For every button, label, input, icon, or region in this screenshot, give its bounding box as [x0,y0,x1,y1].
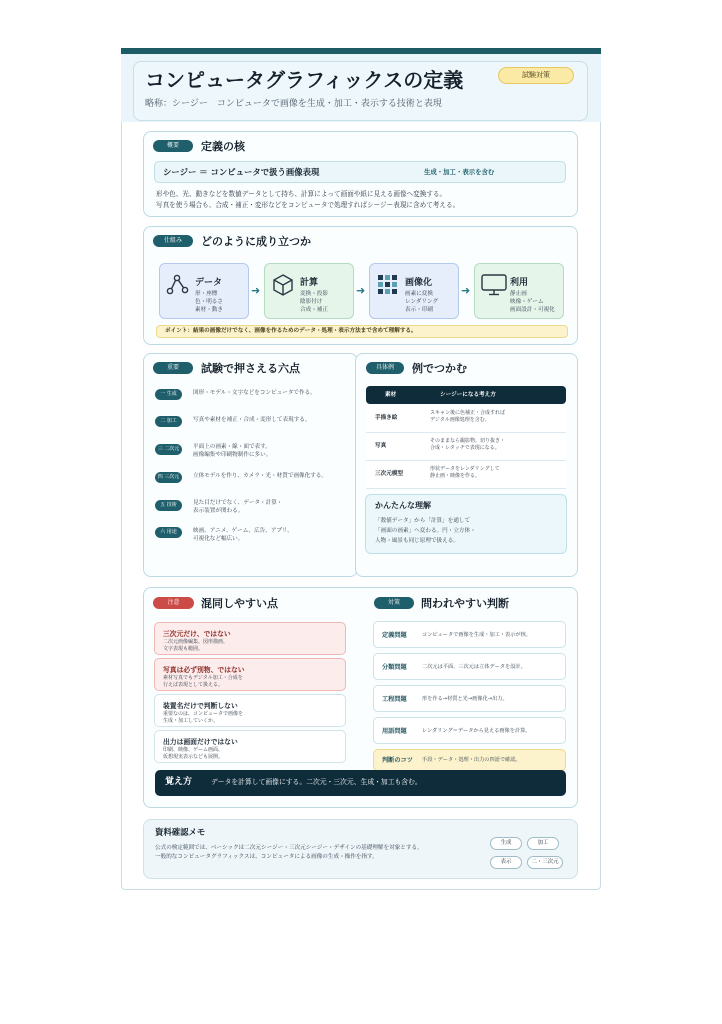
memo-line: 公式の検定範囲では、ベーシックは二次元シージー・三次元シージー・デザインの基礎理解を対象とする。 [155,845,423,851]
table-cell-material: 写真 [375,443,387,449]
simple-line: 「画面の画素」へ変わる。円・立方体・ [375,528,476,534]
table-cell-line: 合成・レタッチで表現になる。 [430,445,500,451]
point-line: 写真や素材を補正・合成・変形して表現する。 [193,417,311,423]
judgment-item [373,717,566,744]
flow-line: 形・座標 [195,291,218,297]
keyword-chip: 生成 [490,837,522,850]
keyword-chip: 二・三次元 [527,856,563,869]
examples-heading: 例でつかむ [412,362,467,375]
mechanism-pill: 仕組み [153,235,193,247]
point-line: 画像編集や印刷物制作に多い。 [193,452,272,458]
memorize-label: 覚え方 [165,777,193,787]
judgment-item [373,621,566,648]
keyword-chip: 加工 [527,837,559,850]
flow-step-data [159,263,249,319]
six-points-pill: 重要 [153,362,193,374]
flow-line: 合成・補正 [300,307,328,313]
monitor-icon [481,274,507,296]
point-tag: 一 生成 [155,389,182,400]
confusion-title: 写真は必ず別物、ではない [163,666,245,674]
table-cell-line: 形状データをレンダリングして [430,466,500,472]
memo-heading: 資料確認メモ [155,827,206,837]
confusion-title: 装置名だけで判断しない [163,702,238,710]
flow-line: 陰影付け [300,299,323,305]
overview-body-1: 形や色、光、動きなどを数値データとして持ち、計算によって画面や紙に見える画像へ変換する。 [156,190,447,198]
confusion-line: 生成・加工していくか。 [163,718,219,724]
flow-line: 映像・ゲーム [510,299,544,305]
confusion-line: 重要なのは、コンピュータで画像を [163,711,244,717]
flow-line: 静止画 [510,291,527,297]
flow-title: データ [195,278,223,288]
memo-line: 一般的なコンピュータグラフィックスは、コンピュータによる画像の生成・操作を指す。 [155,854,378,860]
memorize-text: データを計算して画像にする。二次元・三次元、生成・加工も含む。 [211,778,422,786]
judgment-key: 定義問題 [382,632,407,639]
point-line: 図形・モデル・文字などをコンピュータで作る。 [193,390,316,396]
simple-heading: かんたんな理解 [375,501,431,510]
page-subtitle: 略称：シージー コンピュータで画像を生成・加工・表示する技術と表現 [145,99,442,109]
mechanism-heading: どのように成り立つか [201,235,311,248]
simple-line: 「数値データ」から「計算」を通して [375,518,471,524]
point-tag: 三 二次元 [155,444,182,455]
confusion-line: 文字表現も範囲。 [163,646,204,652]
judgment-value: レンダリング＝データから見える画像を計算。 [422,728,531,734]
flow-line: 変換・投影 [300,291,328,297]
point-line: 映画、アニメ、ゲーム、広告、アプリ、 [193,528,293,534]
caution-pill: 注意 [153,597,194,609]
flow-title: 画像化 [405,278,433,288]
confusion-line: 素材写真でもデジタル加工・合成を [163,675,243,681]
table-cell-material: 三次元模型 [375,471,403,477]
point-tag: 六 用途 [155,527,182,538]
flow-line: 画素に変換 [405,291,433,297]
column-header: シージーになる考え方 [440,392,496,398]
overview-pill: 概要 [153,140,193,152]
flow-title: 計算 [300,278,319,288]
flow-line: レンダリング [405,299,439,305]
judgment-value: 手段・データ・処理・出力の四語で確認。 [422,757,521,763]
confusion-line: 行えば表現として扱える。 [163,682,224,688]
six-points-heading: 試験で押さえる六点 [201,362,300,375]
arrow-right-icon: ➜ [251,284,261,297]
exam-badge: 試験対策 [498,67,574,84]
arrow-right-icon: ➜ [461,284,471,297]
pixel-grid-icon [378,275,398,295]
arrow-right-icon: ➜ [356,284,366,297]
cube-icon [271,273,295,297]
definition-note: 生成・加工・表示を含む [424,168,495,176]
judgment-item [373,685,566,712]
node-graph-icon [165,273,189,297]
flow-line: 表示・印刷 [405,307,433,313]
examples-pill: 具体例 [366,362,404,374]
overview-heading: 定義の核 [201,140,245,153]
flow-line: 色・明るさ [195,299,223,305]
simple-line: 人物・風景も同じ原理で扱える。 [375,538,459,544]
judgment-item [373,653,566,680]
page-title: コンピュータグラフィックスの定義 [145,68,464,92]
point-line: 可視化など幅広い。 [193,536,244,542]
confusion-title: 三次元だけ、ではない [163,630,231,638]
judgment-value: 形を作る→材質と光→画像化→出力。 [422,696,508,702]
judgment-key: 用語問題 [382,728,407,735]
flow-title: 利用 [510,278,529,288]
point-line: 平面上の画素・線・面で表す。 [193,444,271,450]
table-cell-line: そのままなら撮影物。切り抜き・ [430,438,506,444]
confusion-line: 二次元画像編集、図形描画、 [163,639,229,645]
judgment-value: 二次元は平面、三次元は立体データを設計。 [422,664,526,670]
judgment-tip [373,749,566,771]
confusion-line: 仮想現実表示なども展開。 [163,754,224,760]
point-tag: 四 三次元 [155,472,182,483]
column-header: 素材 [385,392,397,398]
caution-heading: 混同しやすい点 [201,597,278,610]
judgment-key: 分類問題 [382,664,407,671]
judgment-value: コンピュータで画像を生成・加工・表示が核。 [422,632,531,638]
flow-step-use [474,263,564,319]
table-cell-material: 手描き絵 [375,415,398,421]
flow-step-render [369,263,459,319]
table-cell-line: デジタル画像処理を含む。 [430,417,490,423]
keyword-chip: 表示 [490,856,522,869]
overview-body-2: 写真を使う場合も、合成・補正・変形などをコンピュータで処理すればシージー表現に含めて考える。 [156,201,460,209]
judgment-heading: 問われやすい判断 [421,597,509,610]
table-cell-line: 静止画・映像を作る。 [430,473,481,479]
flow-line: 素材・動き [195,307,223,313]
flow-step-calc [264,263,354,319]
confusion-title: 出力は画面だけではない [163,738,238,746]
confusion-line: 印刷、映像、ゲーム画面、 [163,747,224,753]
point-tag: 二 加工 [155,416,182,427]
point-line: 表示装置が関わる。 [193,508,244,514]
judgment-key: 判断のコツ [382,757,413,764]
table-cell-line: スキャン後に色補正・合成すれば [430,410,506,416]
judgment-pill: 対策 [374,597,414,609]
point-line: 見た目だけでなく、データ・計算・ [193,500,283,506]
definition-text: シージー ＝ コンピュータで扱う画像表現 [163,167,320,177]
point-text: ポイント：結果の画像だけでなく、画像を作るためのデータ・処理・表示方法まで含めて理解する。 [165,328,417,334]
point-line: 立体モデルを作り、カメラ・光・材質で画像化する。 [193,473,327,479]
flow-line: 画面設計・可視化 [510,307,555,313]
six-points-card [143,353,358,577]
point-tag: 五 技術 [155,500,182,511]
judgment-key: 工程問題 [382,696,407,703]
